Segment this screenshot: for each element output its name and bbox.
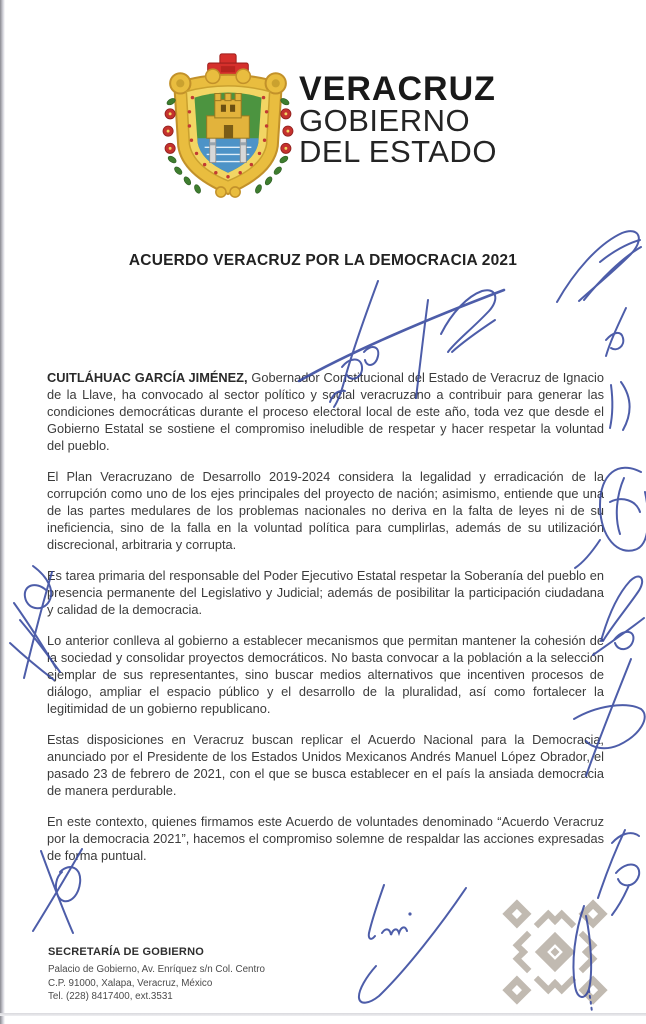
scan-edge-left	[0, 0, 5, 1024]
paragraph-1-text: Gobernador Constitucional del Estado de Veracruz de Ignacio de la Llave, ha convocado al sector político y social veracruzano a contribuir para generar las condiciones democráticas durante el proceso electoral local de este año, toda vez que desde el Gobierno Estatal se sostiene el compromiso ineludible de respetar y hacer respetar la voluntad del pueblo.	[47, 370, 604, 453]
document-footer	[48, 946, 265, 1004]
document-title: ACUERDO VERACRUZ POR LA DEMOCRACIA 2021	[128, 252, 518, 269]
brand-text	[299, 70, 497, 169]
paragraph-3: Es tarea primaria del responsable del Poder Ejecutivo Estatal respetar la Soberanía del pueblo en presencia permanente del Legislativo y Judicial; además de posibilitar la participación ciudadana y calidad de la democracia.	[47, 568, 604, 617]
paragraph-5: Estas disposiciones en Veracruz buscan replicar el Acuerdo Nacional para la Democracia, anunciado por el Presidente de los Estados Unidos Mexicanos Andrés Manuel López Obrador, el pasado 23 de febrero de 2021, con el que se busca establecer en el país la ansiada democracia de manera perdurable.	[47, 732, 604, 798]
footer-address-2: C.P. 91000, Xalapa, Veracruz, México	[48, 977, 213, 989]
scan-edge-bottom	[0, 1013, 646, 1016]
brand-gobierno: GOBIERNO	[299, 103, 471, 138]
totonaca-knot-pattern-icon	[497, 896, 613, 1008]
footer-department: SECRETARÍA DE GOBIERNO	[48, 946, 204, 958]
brand-veracruz: VERACRUZ	[299, 70, 496, 108]
footer-address-1: Palacio de Gobierno, Av. Enríquez s/n Col. Centro	[48, 964, 265, 975]
signature-bottom-center	[359, 885, 466, 1003]
footer-address-3: Tel. (228) 8417400, ext.3531	[48, 991, 173, 1002]
paragraph-2: El Plan Veracruzano de Desarrollo 2019-2024 considera la legalidad y erradicación de la corrupción como uno de los ejes principales del proyecto de nación; asimismo, entiende que una de las partes medulares de los problemas nacionales no deriva en la falta de leyes ni de su ineficiencia, sino de la falla en la voluntad política para cumplirlas, además de su utilización discrecional, arbitraria y corrupta.	[47, 469, 604, 552]
veracruz-coat-of-arms-icon	[162, 52, 294, 198]
signature-paren-right	[610, 382, 630, 430]
paragraph-1	[47, 369, 604, 454]
paragraph-4: Lo anterior conlleva al gobierno a establecer mecanismos que permitan mantener la cohesión de la sociedad y consolidar proyectos democráticos. No basta convocar a la población a la selección ejemplar de sus representantes, sino buscar medios alternativos que incentiven procesos de diálogo, ampliar el espacio público y el desarrollo de la pluralidad, así como fortalecer la legitimidad de un gobierno republicano.	[47, 633, 604, 716]
signature-squiggle-right	[606, 308, 626, 356]
brand-del-estado: DEL ESTADO	[299, 134, 497, 169]
governor-name: CUITLÁHUAC GARCÍA JIMÉNEZ,	[47, 370, 248, 385]
document-body	[47, 369, 604, 878]
paragraph-6: En este contexto, quienes firmamos este Acuerdo de voluntades denominado “Acuerdo Veracruz por la democracia 2021”, hacemos el compromiso solemne de respaldar las acciones expresadas de forma puntual.	[47, 814, 604, 863]
